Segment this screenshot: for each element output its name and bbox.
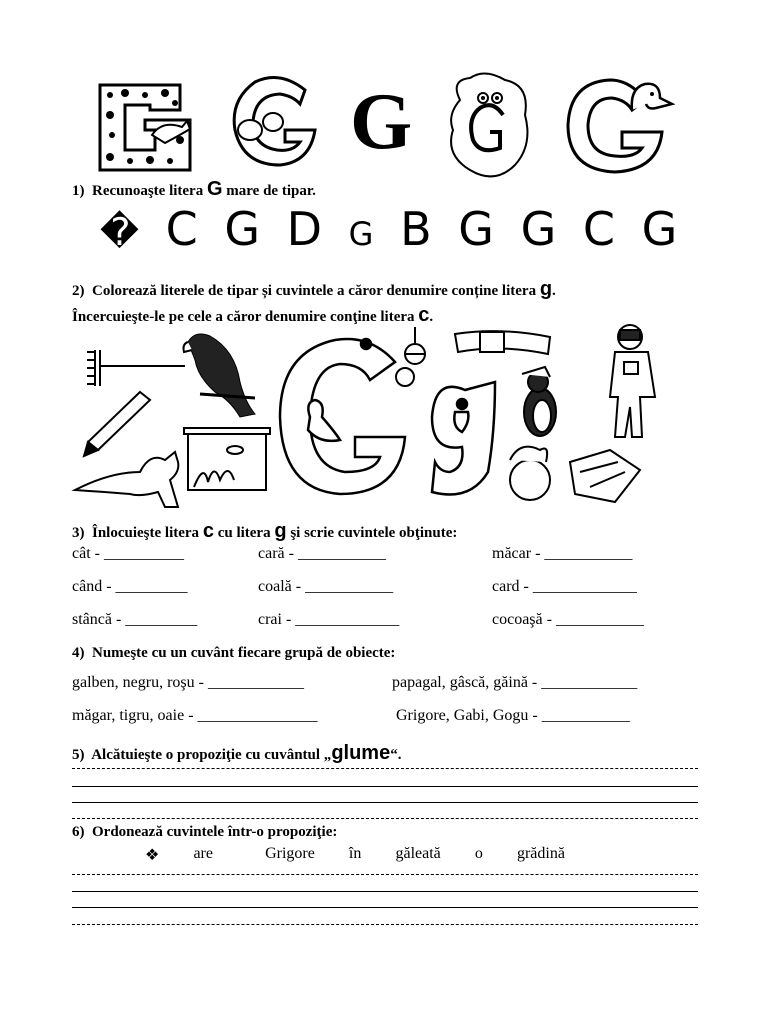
banner: [0, 60, 768, 185]
parrot-icon: [184, 334, 256, 417]
aquarium-icon: [184, 428, 270, 490]
exercise-1-instruction: 1) Recunoaşte litera G mare de tipar.: [72, 178, 316, 200]
exercise-number: 1): [72, 183, 85, 199]
banner-letter-plain: G: [350, 78, 413, 166]
writing-line: [72, 768, 698, 769]
exercise-number: 3): [72, 525, 85, 541]
writing-line: [72, 874, 698, 875]
belt-icon: [455, 331, 550, 354]
ex3-cell: cocoaşă - ___________: [492, 611, 644, 628]
word-item: are: [193, 845, 213, 862]
word-item: în: [348, 845, 362, 862]
ex3-cell: coală - ___________: [258, 578, 394, 595]
penguin-icon: [522, 367, 556, 436]
word-item: Grigore: [265, 845, 315, 862]
word-list: [145, 845, 565, 865]
letter-item: B: [400, 202, 438, 256]
exercise-number: 6): [72, 824, 85, 840]
cotton-icon: [510, 447, 550, 500]
ex3-cell: crai - _____________: [258, 611, 400, 628]
exercise-2-instruction-line1: 2) Colorează literele de tipar și cuvintele a căror denumire conține litera g.: [72, 278, 556, 300]
goose-letter-g-icon: [560, 70, 675, 180]
kangaroo-icon: [75, 452, 178, 507]
ex4-cell: măgar, tigru, oaie - _______________: [72, 707, 318, 724]
letter-item: C: [582, 202, 621, 256]
letter-item: G: [348, 215, 380, 253]
ex3-cell: stâncă - _________: [72, 611, 198, 628]
pencil-icon: [84, 392, 150, 456]
writing-line: [72, 802, 698, 803]
bullet-icon: ❖: [145, 847, 160, 864]
word-item: găleată: [395, 845, 441, 862]
letter-item: C: [165, 202, 204, 256]
small-g-icon: [432, 382, 495, 495]
exercise-number: 5): [72, 747, 85, 763]
highlight-letter: G: [206, 178, 223, 200]
writing-line: [72, 907, 698, 908]
ex3-cell: cât - __________: [72, 545, 184, 562]
ex3-cell: măcar - ___________: [492, 545, 633, 562]
writing-line: [72, 891, 698, 892]
big-G-goose-icon: [280, 339, 405, 494]
hand-letter-g-icon: [225, 70, 325, 175]
writing-line: [72, 924, 698, 925]
letter-item: G: [224, 202, 266, 256]
letter-item: G: [520, 202, 563, 256]
letter-item: G: [458, 202, 500, 256]
exercise-4-instruction: 4) Numeşte cu un cuvânt fiecare grupă de obiecte:: [72, 645, 396, 661]
face-letter-g-icon: [445, 70, 535, 185]
exercise-5-instruction: 5) Alcătuieşte o propoziţie cu cuvântul „glume“.: [72, 742, 402, 764]
exercise-number: 4): [72, 645, 85, 661]
rake-icon: [87, 350, 185, 386]
ex3-cell: când - _________: [72, 578, 188, 595]
exercise-2-instruction-line2: Încercuieşte-le pe cele a căror denumire conţine litera c.: [72, 304, 434, 326]
exercise-number: 2): [72, 283, 85, 299]
ex3-cell: cară - ___________: [258, 545, 386, 562]
word-item: o: [474, 845, 483, 862]
letter-item: G: [641, 202, 684, 256]
letter-item: �: [100, 210, 145, 254]
writing-line: [72, 786, 698, 787]
ex3-cell: card - _____________: [492, 578, 637, 595]
letter-item: D: [286, 202, 329, 256]
picture-collage: [70, 322, 690, 512]
astronaut-icon: [610, 325, 655, 437]
word-item: grădină: [516, 845, 565, 862]
leopard-letter-g-icon: [90, 75, 200, 175]
exercise-6-instruction: 6) Ordonează cuvintele într-o propoziţie:: [72, 824, 338, 840]
ex4-cell: Grigore, Gabi, Gogu - ___________: [396, 707, 630, 724]
ornament-icon: [396, 327, 425, 386]
writing-line: [72, 818, 698, 819]
exercise-3-instruction: 3) Înlocuieşte litera c cu litera g şi scrie cuvintele obţinute:: [72, 520, 458, 542]
letter-sequence: [100, 202, 683, 256]
scarf-icon: [570, 450, 640, 502]
ex4-cell: papagal, gâscă, găină - ____________: [392, 674, 638, 691]
ex4-cell: galben, negru, roşu - ____________: [72, 674, 304, 691]
highlight-word: glume: [331, 742, 391, 764]
